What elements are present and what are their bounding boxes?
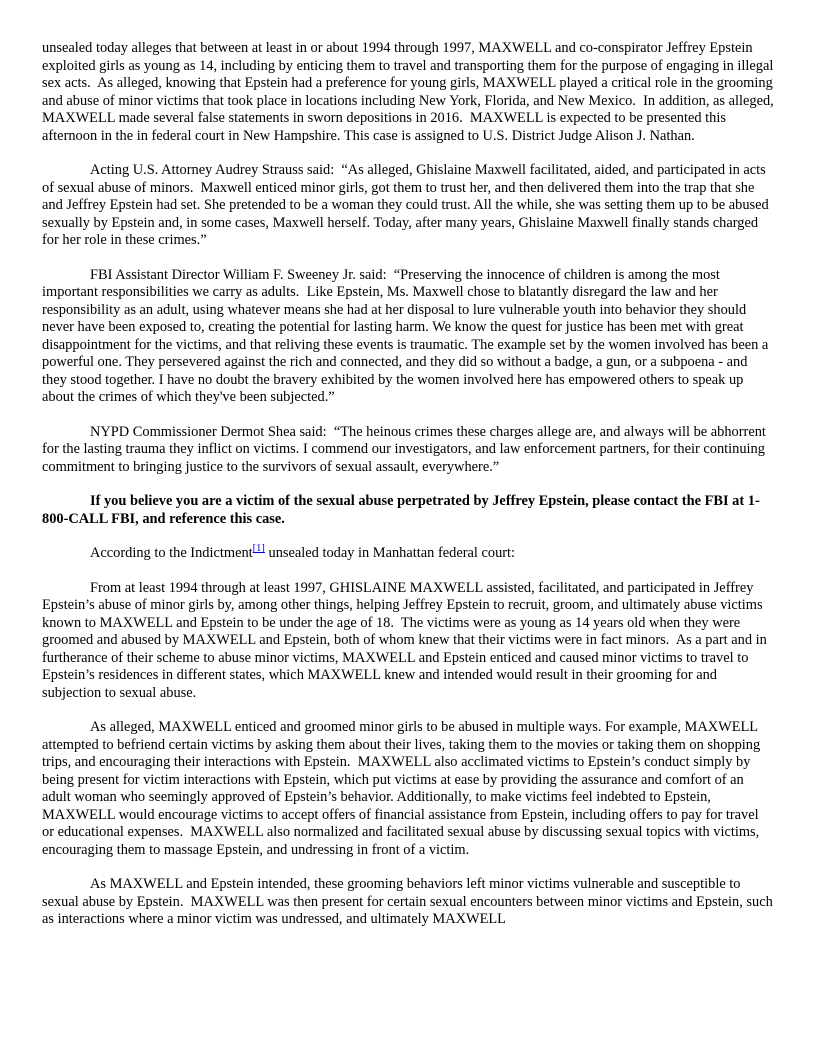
paragraph-intro-continuation: unsealed today alleges that between at least in or about 1994 through 1997, MAXWELL and co-conspirator Jeffrey Epstein exploited girls as young as 14, including by enticing them to travel and transporting them for the purpose of engaging in illegal sex acts. As alleged, knowing that Epstein had a preference for young girls, MAXWELL played a critical role in the grooming and abuse of minor victims that took place in locations including New York, Florida, and New Mexico. In addition, as alleged, MAXWELL made several false statements in sworn depositions in 2016. MAXWELL is expected to be presented this afternoon in the in federal court in New Hampshire. This case is assigned to U.S. District Judge Alison J. Nathan. xyxy=(42,40,778,144)
indictment-reference-line xyxy=(42,545,774,563)
paragraph-fbi-sweeney-statement: FBI Assistant Director William F. Sweeney Jr. said: “Preserving the innocence of children is among the most important responsibilities we carry as adults. Like Epstein, Ms. Maxwell chose to blatantly disregard the law and her responsibility as an adult, using whatever means she had at her disposal to lure vulnerable youth into behavior they should never have been exposed to, creating the potential for lasting harm. We know the quest for justice has been met with great disappointment for the victims, and that reliving these events is traumatic. The example set by the women involved has been a powerful one. They persevered against the rich and connected, and they did so without a badge, a gun, or a subpoena - and they stood together. I have no doubt the bravery exhibited by the women involved here has empowered others to speak up about the crimes of which they've been subjected.” xyxy=(42,266,772,405)
footnote-superscript xyxy=(253,543,265,554)
footnote-1-link[interactable]: [1] xyxy=(252,543,265,555)
paragraph-grooming-methods: As alleged, MAXWELL enticed and groomed minor girls to be abused in multiple ways. For example, MAXWELL attempted to befriend certain victims by asking them about their lives, taking them to the movies or taking them on shopping trips, and encouraging their interactions with Epstein. MAXWELL also acclimated victims to Epstein’s conduct simply by being present for victim interactions with Epstein, which put victims at ease by providing the assurance and comfort of an adult woman who seemingly approved of Epstein’s behavior. Additionally, to make victims feel indebted to Epstein, MAXWELL would encourage victims to accept offers of financial assistance from Epstein, including offers to pay for travel or educational expenses. MAXWELL also normalized and facilitated sexual abuse by discussing sexual topics with victims, encouraging them to massage Epstein, and undressing in front of a victim. xyxy=(42,719,764,858)
indictment-reference-text-before: According to the Indictment xyxy=(90,545,253,561)
victim-contact-notice: If you believe you are a victim of the sexual abuse perpetrated by Jeffrey Epstein, please contact the FBI at 1-800-CALL FBI, and reference this case. xyxy=(42,493,760,527)
paragraph-nypd-shea-statement: NYPD Commissioner Dermot Shea said: “The heinous crimes these charges allege are, and always will be abhorrent for the lasting trauma they inflict on victims. I commend our investigators, and law enforcement partners, for their continuing commitment to bringing justice to the survivors of sexual assault, everywhere.” xyxy=(42,423,770,475)
indictment-reference-text-after: unsealed today in Manhattan federal court: xyxy=(264,545,516,561)
paragraph-strauss-statement: Acting U.S. Attorney Audrey Strauss said: “As alleged, Ghislaine Maxwell facilitated, aided, and participated in acts of sexual abuse of minors. Maxwell enticed minor girls, got them to trust her, and then delivered them into the trap that she and Jeffrey Epstein had set. She pretended to be a woman they could trust. All the while, she was setting them up to be abused sexually by Epstein and, in some cases, Maxwell herself. Today, after many years, Ghislaine Maxwell finally stands charged for her role in these crimes.” xyxy=(42,162,773,248)
paragraph-indictment-allegations: From at least 1994 through at least 1997, GHISLAINE MAXWELL assisted, facilitated, and participated in Jeffrey Epstein’s abuse of minor girls by, among other things, helping Jeffrey Epstein to recruit, groom, and ultimately abuse victims known to MAXWELL and Epstein to be under the age of 18. The victims were as young as 14 years old when they were groomed and abused by MAXWELL and Epstein, both of whom knew that their victims were in fact minors. As a part and in furtherance of their scheme to abuse minor victims, MAXWELL and Epstein enticed and caused minor victims to travel to Epstein’s residences in different states, which MAXWELL knew and intended would result in their grooming for and subjection to sexual abuse. xyxy=(42,579,771,701)
paragraph-grooming-result: As MAXWELL and Epstein intended, these grooming behaviors left minor victims vulnerable and susceptible to sexual abuse by Epstein. MAXWELL was then present for certain sexual encounters between minor victims and Epstein, such as interactions where a minor victim was undressed, and ultimately MAXWELL xyxy=(42,876,777,927)
